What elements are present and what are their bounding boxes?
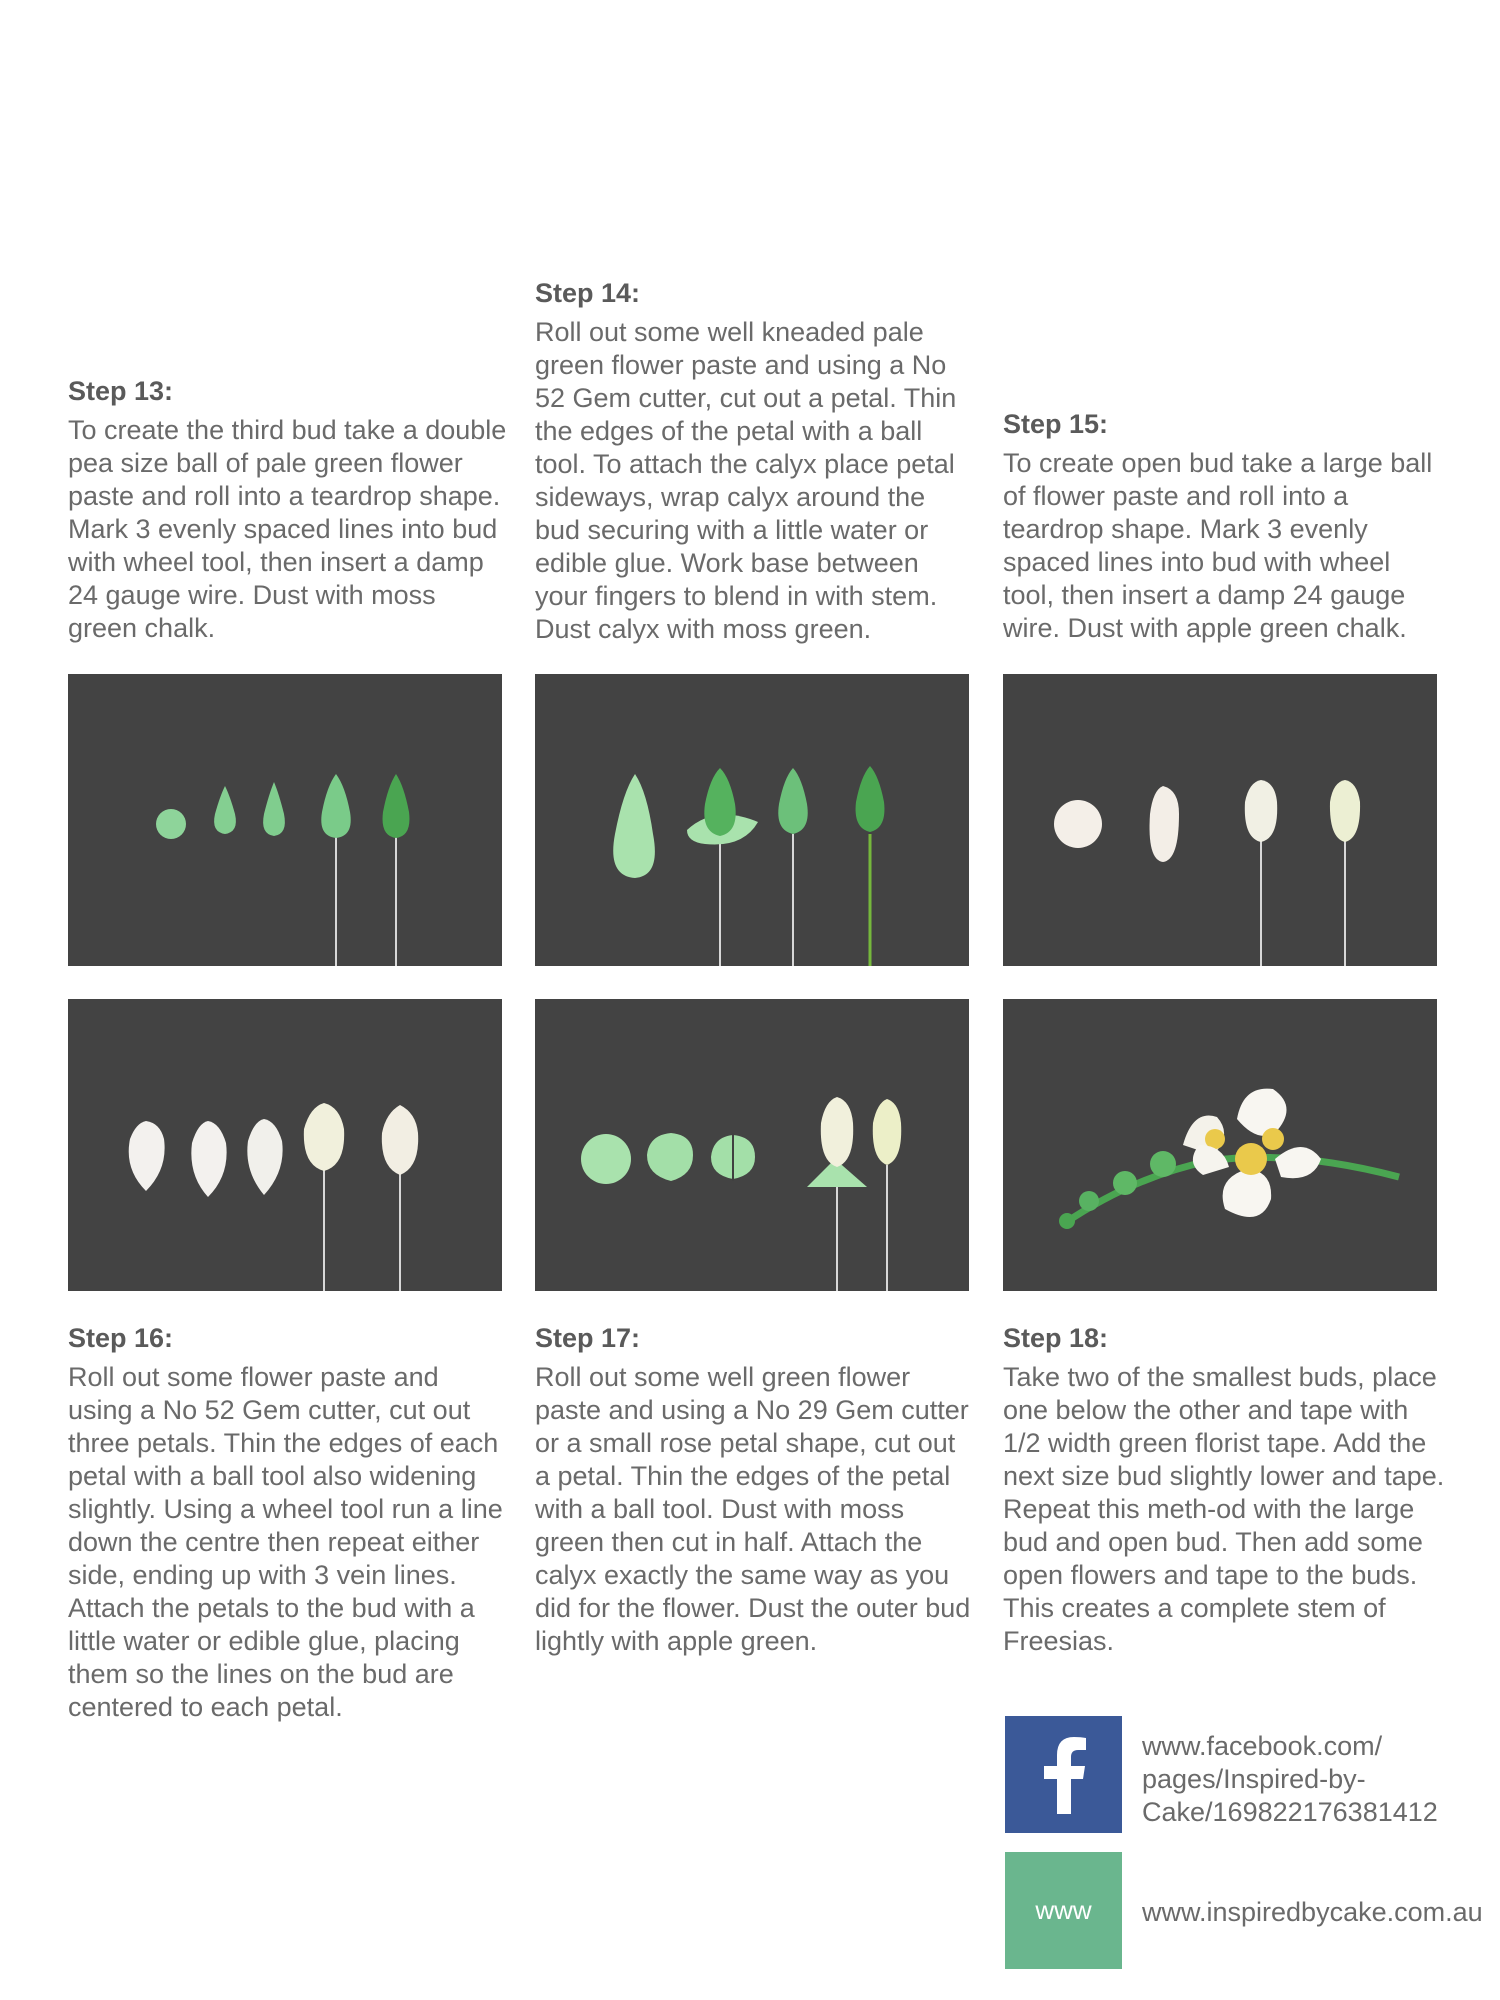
facebook-link-box[interactable] bbox=[1005, 1716, 1122, 1833]
step-17 bbox=[535, 1321, 977, 1658]
step-13-title: Step 13: bbox=[68, 376, 174, 406]
step-14-title: Step 14: bbox=[535, 278, 641, 308]
step-13 bbox=[68, 374, 510, 645]
step-16 bbox=[68, 1321, 510, 1724]
step-18-text: Take two of the smallest buds, place one below the other and tape with 1/2 width green florist tape. Add the next size bud slightly lower and tape. Repeat this meth-od with the large bud and open bud. Then add some open flowers and tape to the buds. This creates a complete stem of Freesias. bbox=[1003, 1362, 1445, 1656]
step-18 bbox=[1003, 1321, 1445, 1658]
step-14-text: Roll out some well kneaded pale green flower paste and using a No 52 Gem cutter, cut out a petal. Thin the edges of the petal with a ball tool. To attach the calyx place petal sideways, wrap calyx around the bud securing with a little water or edible glue. Work base between your fingers to blend in with stem. Dust calyx with moss green. bbox=[535, 317, 957, 644]
step-16-photo bbox=[68, 999, 502, 1291]
step-18-photo bbox=[1003, 999, 1437, 1291]
step-16-text: Roll out some flower paste and using a No 52 Gem cutter, cut out three petals. Thin the edges of each petal with a ball tool also widening slightly. Using a wheel tool run a line down the centre then repeat either side, ending up with 3 vein lines. Attach the petals to the bud with a little water or edible glue, placing them so the lines on the bud are centered to each petal. bbox=[68, 1362, 503, 1722]
step-18-title: Step 18: bbox=[1003, 1323, 1109, 1353]
step-15 bbox=[1003, 407, 1445, 645]
step-15-photo bbox=[1003, 674, 1437, 966]
step-14-photo bbox=[535, 674, 969, 966]
step-17-photo bbox=[535, 999, 969, 1291]
step-15-title: Step 15: bbox=[1003, 409, 1109, 439]
website-url[interactable]: www.inspiredbycake.com.au bbox=[1142, 1897, 1483, 1927]
facebook-url[interactable]: www.facebook.com/ pages/Inspired-by-Cake/169822176381412 bbox=[1142, 1731, 1438, 1827]
step-13-photo bbox=[68, 674, 502, 966]
step-13-text: To create the third bud take a double pea size ball of pale green flower paste and roll into a teardrop shape. Mark 3 evenly spaced lines into bud with wheel tool, then insert a damp 24 gauge wire. Dust with moss green chalk. bbox=[68, 415, 507, 643]
website-link-box[interactable] bbox=[1005, 1852, 1122, 1969]
step-16-title: Step 16: bbox=[68, 1323, 174, 1353]
www-label: www bbox=[1035, 1895, 1092, 1925]
facebook-icon bbox=[1041, 1736, 1087, 1814]
step-15-text: To create open bud take a large ball of flower paste and roll into a teardrop shape. Mark 3 evenly spaced lines into bud with wheel tool, then insert a damp 24 gauge wire. Dust with apple green chalk. bbox=[1003, 448, 1433, 643]
step-14 bbox=[535, 276, 977, 646]
step-17-text: Roll out some well green flower paste and using a No 29 Gem cutter or a small rose petal shape, cut out a petal. Thin the edges of the petal with a ball tool. Dust with moss green then cut in half. Attach the calyx exactly the same way as you did for the flower. Dust the outer bud lightly with apple green. bbox=[535, 1362, 971, 1656]
step-17-title: Step 17: bbox=[535, 1323, 641, 1353]
